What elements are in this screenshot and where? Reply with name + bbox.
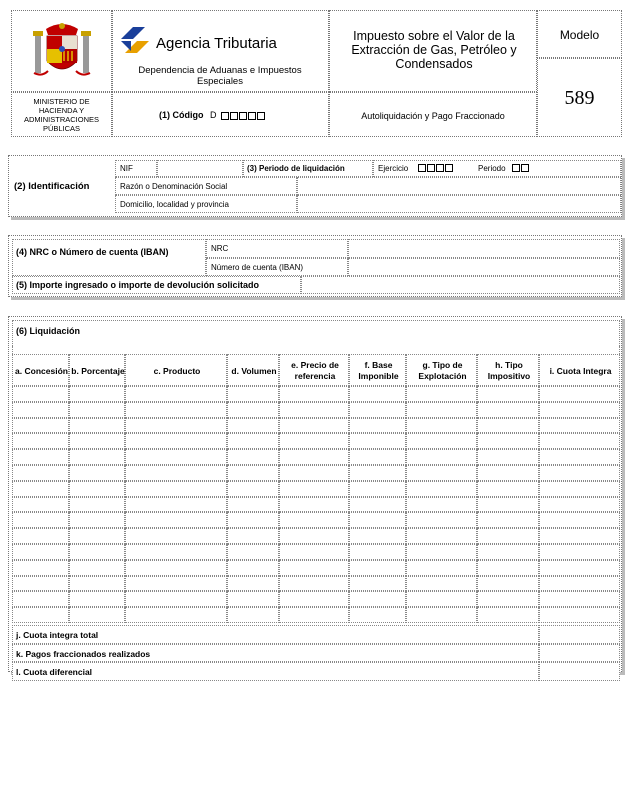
address-input[interactable] (297, 195, 621, 213)
table-cell-input[interactable] (349, 544, 406, 560)
identification-title: (2) Identificación (14, 181, 90, 192)
table-cell-input[interactable] (477, 418, 539, 434)
table-cell-input[interactable] (406, 481, 477, 497)
table-cell-input[interactable] (125, 591, 227, 607)
column-header (12, 354, 69, 386)
table-cell-input[interactable] (279, 607, 349, 623)
table-cell-input[interactable] (349, 528, 406, 544)
table-cell-input[interactable] (227, 591, 279, 607)
period-boxes[interactable] (512, 164, 530, 172)
table-cell-input[interactable] (12, 512, 69, 528)
table-cell-input[interactable] (279, 560, 349, 576)
table-cell-input[interactable] (125, 465, 227, 481)
account-section (8, 235, 622, 297)
table-cell-input[interactable] (406, 528, 477, 544)
code-label: (1) Código (159, 110, 204, 120)
period-label-cell: (3) Periodo de liquidación (243, 160, 373, 177)
table-cell-input[interactable] (539, 560, 620, 576)
table-cell-input[interactable] (349, 512, 406, 528)
header-tax-title-box (329, 10, 537, 92)
total-label-cell (12, 644, 539, 663)
table-cell-input[interactable] (349, 576, 406, 592)
table-cell-input[interactable] (227, 386, 279, 402)
table-cell-input[interactable] (477, 497, 539, 513)
table-cell-input[interactable] (12, 402, 69, 418)
column-header (69, 354, 125, 386)
code-boxes[interactable] (221, 110, 266, 120)
table-cell-input[interactable] (69, 528, 125, 544)
column-header (279, 354, 349, 386)
tax-title: Impuesto sobre el Valor de la Extracción de Gas, Petróleo y Condensados (351, 29, 517, 71)
column-header-label: g. Tipo de Explotación (418, 360, 467, 381)
nrc-input[interactable] (348, 239, 620, 258)
table-cell-input[interactable] (539, 481, 620, 497)
table-cell-input[interactable] (279, 386, 349, 402)
table-cell-input[interactable] (406, 560, 477, 576)
table-cell-input[interactable] (12, 528, 69, 544)
table-cell-input[interactable] (227, 607, 279, 623)
table-cell-input[interactable] (406, 544, 477, 560)
liquidation-section (8, 316, 622, 677)
table-cell-input[interactable] (349, 591, 406, 607)
table-cell-input[interactable] (227, 560, 279, 576)
table-cell-input[interactable] (125, 386, 227, 402)
table-cell-input[interactable] (69, 607, 125, 623)
identification-section (8, 155, 622, 217)
column-header-label: a. Concesión (15, 365, 68, 376)
table-cell-input[interactable] (69, 465, 125, 481)
total-label: k. Pagos fraccionados realizados (16, 648, 151, 659)
table-cell-input[interactable] (279, 591, 349, 607)
column-header-label: c. Producto (153, 365, 201, 376)
table-cell-input[interactable] (349, 386, 406, 402)
model-number: 589 (564, 87, 595, 109)
table-cell-input[interactable] (12, 433, 69, 449)
liquidation-title: (6) Liquidación (16, 326, 80, 336)
table-cell-input[interactable] (227, 433, 279, 449)
table-cell-input[interactable] (125, 576, 227, 592)
table-cell-input[interactable] (539, 591, 620, 607)
column-header (349, 354, 406, 386)
table-cell-input[interactable] (125, 418, 227, 434)
nif-input[interactable] (157, 160, 243, 177)
table-cell-input[interactable] (125, 481, 227, 497)
table-cell-input[interactable] (12, 576, 69, 592)
total-label: j. Cuota integra total (16, 630, 99, 640)
column-header (539, 354, 620, 386)
table-cell-input[interactable] (539, 418, 620, 434)
table-cell-input[interactable] (227, 481, 279, 497)
table-cell-input[interactable] (125, 497, 227, 513)
table-cell-input[interactable] (279, 512, 349, 528)
table-cell-input[interactable] (279, 433, 349, 449)
column-header-label: e. Precio de referencia (291, 360, 339, 381)
table-cell-input[interactable] (539, 449, 620, 465)
table-cell-input[interactable] (349, 402, 406, 418)
table-cell-input[interactable] (477, 449, 539, 465)
header-model-number-box (537, 58, 622, 137)
table-cell-input[interactable] (279, 576, 349, 592)
table-cell-input[interactable] (69, 560, 125, 576)
table-cell-input[interactable] (406, 497, 477, 513)
business-name-input[interactable] (297, 177, 621, 195)
table-cell-input[interactable] (125, 512, 227, 528)
table-cell-input[interactable] (279, 481, 349, 497)
table-cell-input[interactable] (406, 465, 477, 481)
table-cell-input[interactable] (69, 497, 125, 513)
table-cell-input[interactable] (406, 449, 477, 465)
table-cell-input[interactable] (12, 449, 69, 465)
table-cell-input[interactable] (539, 544, 620, 560)
table-cell-input[interactable] (477, 402, 539, 418)
iban-label-cell: Número de cuenta (IBAN) (206, 258, 348, 276)
header-model-label-box (537, 10, 622, 58)
code-prefix: D (210, 110, 217, 120)
table-cell-input[interactable] (477, 591, 539, 607)
table-cell-input[interactable] (406, 402, 477, 418)
column-header (477, 354, 539, 386)
table-cell-input[interactable] (477, 433, 539, 449)
total-value-input[interactable] (539, 644, 620, 663)
table-cell-input[interactable] (227, 449, 279, 465)
table-cell-input[interactable] (539, 465, 620, 481)
table-cell-input[interactable] (279, 449, 349, 465)
business-name-label-cell: Razón o Denominación Social (115, 177, 297, 195)
table-cell-input[interactable] (477, 607, 539, 623)
total-label-cell (12, 625, 539, 644)
agency-name: Agencia Tributaria (156, 35, 277, 52)
table-cell-input[interactable] (279, 497, 349, 513)
table-cell-input[interactable] (539, 512, 620, 528)
table-cell-input[interactable] (539, 576, 620, 592)
table-cell-input[interactable] (406, 512, 477, 528)
table-cell-input[interactable] (477, 576, 539, 592)
table-cell-input[interactable] (349, 449, 406, 465)
table-cell-input[interactable] (406, 386, 477, 402)
address-label-cell: Domicilio, localidad y provincia (115, 195, 297, 213)
table-cell-input[interactable] (69, 433, 125, 449)
table-cell-input[interactable] (69, 449, 125, 465)
table-cell-input[interactable] (125, 607, 227, 623)
table-cell-input[interactable] (69, 418, 125, 434)
header-self-assessment-box (329, 92, 537, 137)
table-cell-input[interactable] (477, 512, 539, 528)
amount-input[interactable] (301, 276, 620, 294)
account-title-cell (12, 239, 206, 276)
table-cell-input[interactable] (125, 528, 227, 544)
table-cell-input[interactable] (349, 433, 406, 449)
liquidation-grid (9, 317, 621, 677)
table-cell-input[interactable] (125, 449, 227, 465)
exercise-boxes[interactable] (418, 164, 454, 172)
column-header-label: f. Base Imponible (358, 360, 399, 381)
table-cell-input[interactable] (227, 497, 279, 513)
total-value-input[interactable] (539, 625, 620, 644)
agency-logo-icon (119, 25, 151, 55)
coat-of-arms-icon (32, 21, 92, 83)
table-cell-input[interactable] (12, 497, 69, 513)
table-cell-input[interactable] (539, 433, 620, 449)
exercise-period-cell (373, 160, 621, 177)
table-cell-input[interactable] (12, 465, 69, 481)
table-cell-input[interactable] (349, 607, 406, 623)
table-cell-input[interactable] (406, 576, 477, 592)
table-cell-input[interactable] (12, 481, 69, 497)
header-code-box (112, 92, 329, 137)
table-cell-input[interactable] (279, 418, 349, 434)
table-cell-input[interactable] (69, 386, 125, 402)
self-assessment-label: Autoliquidación y Pago Fraccionado (361, 111, 505, 121)
table-cell-input[interactable] (227, 544, 279, 560)
column-header-label: h. Tipo Impositivo (487, 360, 531, 381)
amount-label-cell (12, 276, 301, 294)
table-cell-input[interactable] (227, 528, 279, 544)
total-label-cell (12, 662, 539, 681)
table-cell-input[interactable] (406, 418, 477, 434)
table-cell-input[interactable] (125, 433, 227, 449)
table-cell-input[interactable] (539, 528, 620, 544)
table-cell-input[interactable] (349, 481, 406, 497)
table-cell-input[interactable] (12, 544, 69, 560)
table-cell-input[interactable] (539, 497, 620, 513)
table-cell-input[interactable] (125, 560, 227, 576)
table-cell-input[interactable] (69, 402, 125, 418)
table-cell-input[interactable] (69, 591, 125, 607)
dependency-name: Dependencia de Aduanas e Impuestos Especiales (138, 65, 302, 87)
table-cell-input[interactable] (125, 402, 227, 418)
table-cell-input[interactable] (69, 481, 125, 497)
table-cell-input[interactable] (539, 607, 620, 623)
column-header-label: d. Volumen (231, 365, 277, 376)
period-label: Periodo (478, 164, 506, 173)
ministry-name: MINISTERIO DE HACIENDA Y ADMINISTRACIONES PÚBLICAS (23, 97, 99, 133)
table-cell-input[interactable] (539, 386, 620, 402)
total-value-input[interactable] (539, 662, 620, 681)
amount-label: (5) Importe ingresado o importe de devolución solicitado (16, 280, 260, 290)
table-cell-input[interactable] (69, 576, 125, 592)
table-cell-input[interactable] (477, 465, 539, 481)
table-cell-input[interactable] (227, 418, 279, 434)
table-cell-input[interactable] (12, 591, 69, 607)
account-title: (4) NRC o Número de cuenta (IBAN) (16, 247, 169, 257)
table-cell-input[interactable] (279, 544, 349, 560)
table-cell-input[interactable] (477, 386, 539, 402)
table-cell-input[interactable] (349, 418, 406, 434)
column-header (406, 354, 477, 386)
table-cell-input[interactable] (279, 465, 349, 481)
total-label: l. Cuota diferencial (16, 667, 93, 677)
table-cell-input[interactable] (406, 591, 477, 607)
table-cell-input[interactable] (349, 465, 406, 481)
table-cell-input[interactable] (12, 607, 69, 623)
table-cell-input[interactable] (406, 607, 477, 623)
table-cell-input[interactable] (477, 560, 539, 576)
header-coat-of-arms-box (11, 10, 112, 92)
table-cell-input[interactable] (227, 576, 279, 592)
table-cell-input[interactable] (406, 433, 477, 449)
table-cell-input[interactable] (477, 528, 539, 544)
column-header-label: i. Cuota Integra (549, 365, 612, 376)
table-cell-input[interactable] (227, 402, 279, 418)
table-cell-input[interactable] (69, 544, 125, 560)
table-cell-input[interactable] (279, 402, 349, 418)
model-label: Modelo (559, 28, 600, 42)
exercise-label: Ejercicio (378, 164, 409, 173)
nif-label-cell: NIF (115, 160, 157, 177)
nrc-label-cell: NRC (206, 239, 348, 258)
table-cell-input[interactable] (539, 402, 620, 418)
table-cell-input[interactable] (125, 544, 227, 560)
table-cell-input[interactable] (477, 544, 539, 560)
iban-input[interactable] (348, 258, 620, 276)
table-cell-input[interactable] (349, 497, 406, 513)
table-cell-input[interactable] (69, 512, 125, 528)
table-cell-input[interactable] (279, 528, 349, 544)
header-ministry-box (11, 92, 112, 137)
column-header (227, 354, 279, 386)
column-header (125, 354, 227, 386)
column-header-label: b. Porcentaje (71, 365, 125, 376)
table-cell-input[interactable] (477, 481, 539, 497)
table-cell-input[interactable] (12, 418, 69, 434)
table-cell-input[interactable] (227, 512, 279, 528)
header-agency-box (112, 10, 329, 92)
table-cell-input[interactable] (227, 465, 279, 481)
table-cell-input[interactable] (349, 560, 406, 576)
table-cell-input[interactable] (12, 560, 69, 576)
table-cell-input[interactable] (12, 386, 69, 402)
